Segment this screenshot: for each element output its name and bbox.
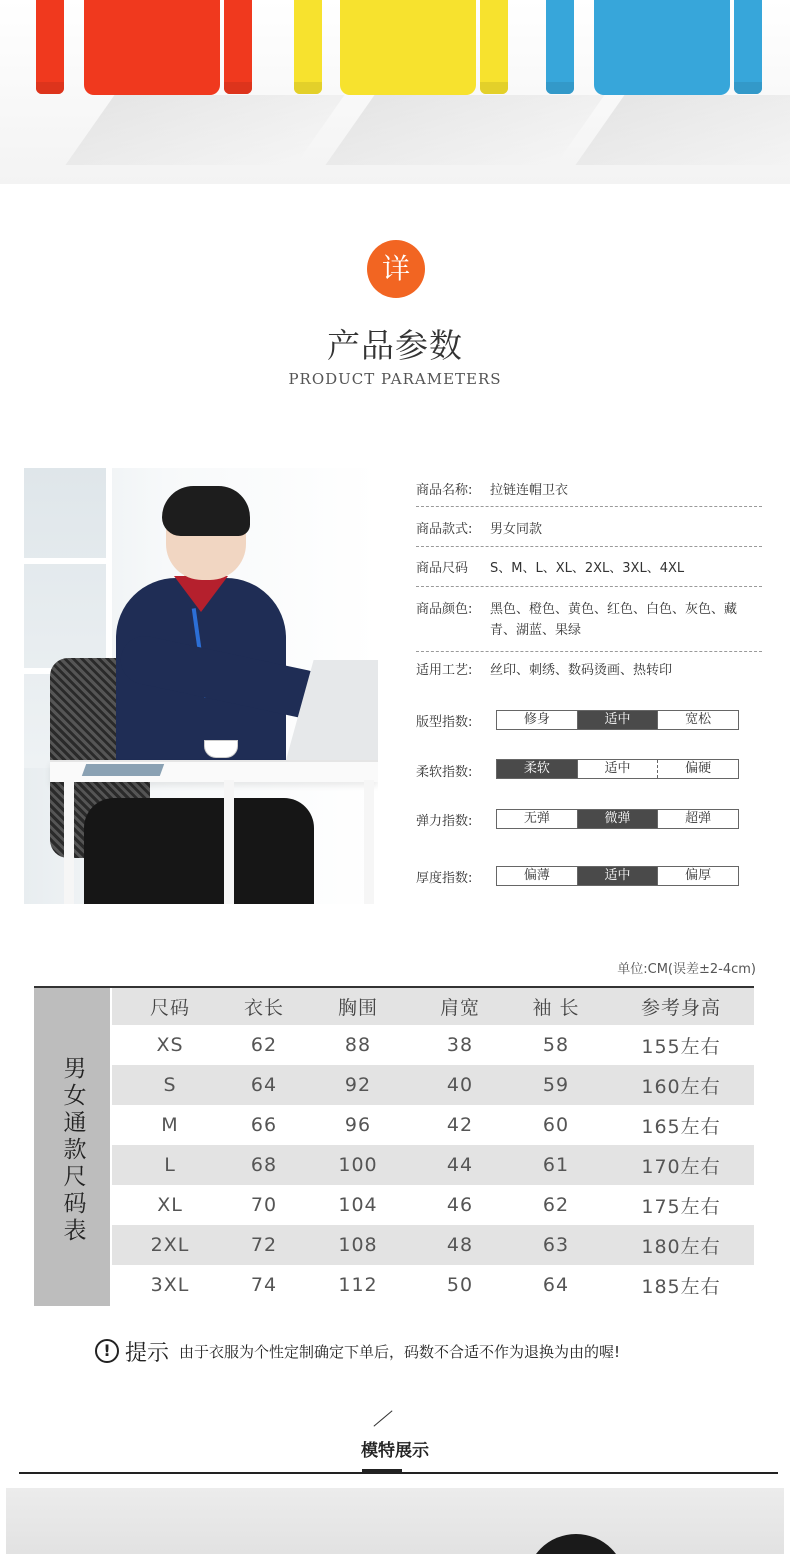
scale-option-selected: 适中	[577, 867, 658, 885]
softness-index-scale	[496, 759, 739, 779]
table-cell: 92	[344, 1074, 372, 1096]
shirt-shadow	[575, 95, 790, 165]
table-row	[112, 1025, 754, 1065]
spec-key: 适用工艺:	[416, 663, 473, 678]
spec-key: 商品尺码	[416, 561, 469, 576]
spec-value: 丝印、刺绣、数码烫画、热转印	[490, 663, 673, 678]
spec-value: 黑色、橙色、黄色、红色、白色、灰色、藏青、湖蓝、果绿	[490, 602, 738, 638]
table-header-cell: 尺码	[149, 997, 190, 1019]
table-cell: 72	[250, 1234, 278, 1256]
softness-index-label: 柔软指数:	[416, 765, 473, 780]
section-title: 产品参数	[327, 326, 463, 365]
table-cell: 68	[250, 1154, 278, 1176]
table-cell: 63	[542, 1234, 570, 1256]
table-header-cell: 袖 长	[532, 997, 580, 1019]
table-cell: 61	[542, 1154, 570, 1176]
model-product-photo	[24, 468, 378, 904]
elasticity-index-label: 弹力指数:	[416, 814, 473, 829]
scale-option: 超弹	[657, 810, 738, 828]
shirt-shadow	[325, 95, 604, 165]
size-table	[34, 986, 754, 1306]
table-cell: M	[161, 1114, 179, 1136]
shirt-shadow	[65, 95, 344, 165]
table-cell: 112	[338, 1274, 378, 1296]
table-cell: 70	[250, 1194, 278, 1216]
table-cell: 96	[344, 1114, 372, 1136]
scale-option: 无弹	[523, 811, 550, 826]
table-header-cell: 肩宽	[439, 997, 480, 1019]
notice-text: 由于衣服为个性定制确定下单后，码数不合适不作为退换为由的喔!	[179, 1342, 621, 1361]
spec-key: 商品款式:	[416, 522, 473, 537]
model-section-title: 模特展示	[361, 1441, 429, 1461]
size-notice	[95, 1336, 620, 1366]
table-cell: 59	[542, 1074, 570, 1096]
scale-option: 偏薄	[523, 868, 550, 883]
spec-value: 男女同款	[490, 522, 543, 537]
product-color-banner	[0, 0, 790, 184]
table-header-row	[112, 988, 754, 1025]
scale-option: 适中	[577, 760, 658, 778]
table-cell: 42	[446, 1114, 474, 1136]
scale-option: 修身	[523, 712, 550, 727]
table-cell: 185左右	[641, 1275, 721, 1298]
table-cell: 108	[338, 1234, 378, 1256]
table-cell: 170左右	[641, 1155, 721, 1178]
table-cell: 64	[542, 1274, 570, 1296]
size-table-side-title: 男女通款尺码表	[63, 1056, 87, 1244]
table-cell: 38	[446, 1034, 474, 1056]
table-cell: 66	[250, 1114, 278, 1136]
detail-badge: 详	[367, 240, 425, 298]
table-cell: 180左右	[641, 1235, 721, 1258]
table-cell: 48	[446, 1234, 474, 1256]
title-slash-decoration	[373, 1410, 392, 1426]
scale-option: 宽松	[657, 711, 738, 729]
scale-option: 偏硬	[657, 760, 738, 778]
table-cell: XS	[156, 1034, 184, 1056]
table-cell: 88	[344, 1034, 372, 1056]
table-cell: 50	[446, 1274, 474, 1296]
exclamation-icon: !	[95, 1339, 119, 1363]
model-showcase-photo	[6, 1488, 784, 1554]
thickness-index-scale	[496, 866, 739, 886]
table-cell: 40	[446, 1074, 474, 1096]
spec-value: 拉链连帽卫衣	[490, 483, 569, 498]
table-cell: 175左右	[641, 1195, 721, 1218]
table-header-cell: 衣长	[243, 997, 284, 1019]
scale-option-selected: 适中	[577, 711, 658, 729]
size-table-side	[34, 988, 112, 1306]
table-row	[112, 1105, 754, 1145]
table-cell: XL	[157, 1194, 183, 1216]
scale-option-selected: 柔软	[497, 760, 577, 778]
size-table-grid	[112, 988, 754, 1305]
table-row	[112, 1185, 754, 1225]
table-row	[112, 1225, 754, 1265]
spec-key: 商品颜色:	[416, 602, 473, 617]
table-cell: 58	[542, 1034, 570, 1056]
notice-label: 提示	[125, 1340, 170, 1366]
table-row	[112, 1065, 754, 1105]
table-cell: S	[163, 1074, 177, 1096]
spec-divider	[416, 506, 762, 507]
table-cell: 44	[446, 1154, 474, 1176]
table-cell: 160左右	[641, 1075, 721, 1098]
spec-divider	[416, 651, 762, 652]
spec-divider	[416, 586, 762, 587]
table-cell: 62	[250, 1034, 278, 1056]
scale-option-selected: 微弹	[577, 810, 658, 828]
table-cell: 100	[338, 1154, 378, 1176]
table-cell: 104	[338, 1194, 378, 1216]
table-cell: 2XL	[150, 1234, 190, 1256]
section-subtitle: PRODUCT PARAMETERS	[288, 370, 502, 388]
elasticity-index-scale	[496, 809, 739, 829]
fit-index-label: 版型指数:	[416, 715, 473, 730]
table-header-cell: 胸围	[337, 997, 378, 1019]
table-cell: 165左右	[641, 1115, 721, 1138]
table-cell: 64	[250, 1074, 278, 1096]
table-cell: 3XL	[150, 1274, 190, 1296]
scale-option: 偏厚	[657, 867, 738, 885]
table-header-cell: 参考身高	[640, 997, 721, 1019]
table-row	[112, 1265, 754, 1305]
fit-index-scale	[496, 710, 739, 730]
spec-divider	[416, 546, 762, 547]
section-divider-mark	[362, 1469, 402, 1474]
spec-value: S、M、L、XL、2XL、3XL、4XL	[490, 561, 685, 576]
table-cell: L	[164, 1154, 176, 1176]
table-row	[112, 1145, 754, 1185]
thickness-index-label: 厚度指数:	[416, 871, 473, 886]
table-cell: 60	[542, 1114, 570, 1136]
table-cell: 74	[250, 1274, 278, 1296]
spec-key: 商品名称:	[416, 483, 473, 498]
unit-note: 单位:CM(误差±2-4cm)	[617, 962, 756, 977]
table-cell: 155左右	[641, 1035, 721, 1058]
table-cell: 46	[446, 1194, 474, 1216]
table-cell: 62	[542, 1194, 570, 1216]
